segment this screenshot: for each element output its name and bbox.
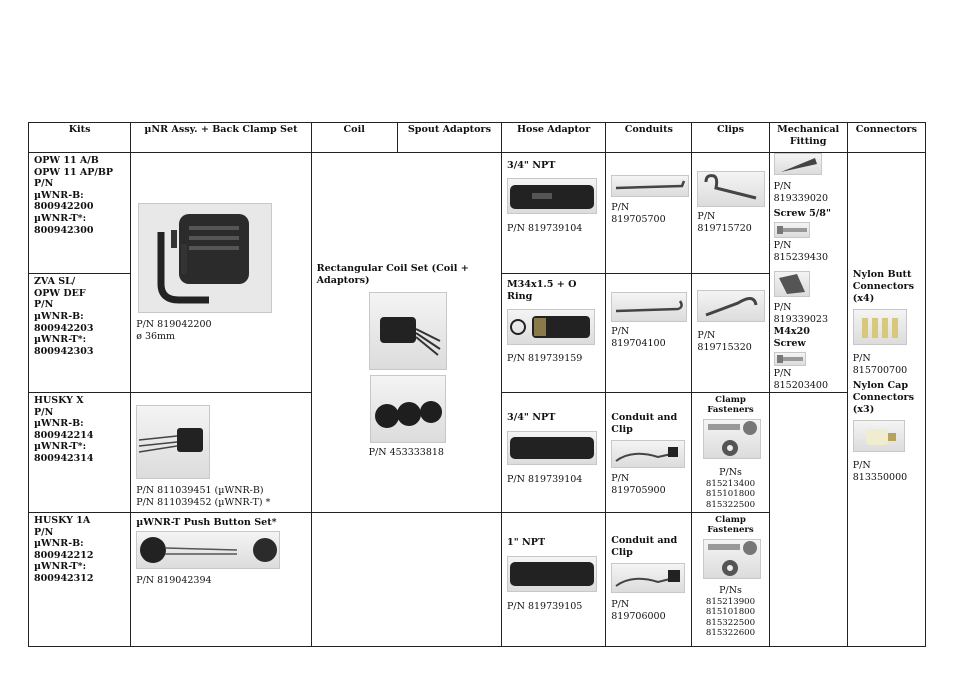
hose-adaptor-image — [507, 178, 597, 214]
conduit-clip-image — [611, 440, 685, 468]
clip-pn: P/N 819715720 — [697, 211, 752, 234]
kit-line: P/N — [34, 406, 54, 418]
hose-title: 1" NPT — [507, 537, 546, 549]
header-clips: Clips — [692, 123, 769, 153]
coil-title: Rectangular Coil Set (Coil + Adaptors) — [316, 263, 469, 286]
kit-line: OPW 11 A/B — [34, 155, 99, 166]
clip-cell — [692, 153, 769, 274]
kit-line: µWNR-T*: — [34, 561, 87, 573]
kit-line: 800942303 — [34, 345, 94, 357]
unr-assembly-image — [138, 203, 272, 313]
butt-connector-image — [853, 309, 907, 345]
conduit-cell — [606, 153, 692, 274]
screw-pn-2: P/N 815203400 — [773, 368, 828, 391]
kit-line: 800942203 — [34, 322, 94, 334]
butt-connector-title: Nylon Butt Connectors (x4) — [852, 269, 914, 304]
kit-line: µWNR-B: — [34, 311, 84, 323]
screw-title: Screw 5/8" — [773, 208, 831, 219]
conduit-title: Conduit and Clip — [611, 535, 678, 559]
kit-line: HUSKY 1A — [34, 515, 91, 527]
conduit-image — [611, 292, 687, 322]
hose-cell — [502, 153, 606, 274]
table-row — [29, 153, 926, 274]
kit-line: 800942300 — [34, 224, 94, 236]
clip-image — [697, 290, 765, 322]
coil-empty-cell — [311, 513, 501, 647]
fasteners-image — [703, 419, 761, 459]
mechanical-pn-2: P/N 819339023 — [773, 302, 828, 325]
unr-cell — [131, 393, 311, 513]
screw-image-2 — [774, 352, 806, 366]
kit-line: P/N — [34, 178, 54, 190]
kit-cell — [29, 513, 131, 647]
mechanical-pn: P/N 819339020 — [773, 181, 828, 204]
header-spout: Spout Adaptors — [397, 123, 501, 153]
kit-line: ZVA SL/ — [34, 276, 76, 288]
unr-cell — [131, 513, 311, 647]
hose-adaptor-image — [507, 431, 597, 465]
cap-connector-title: Nylon Cap Connectors (x3) — [852, 380, 914, 415]
fasteners-pns-label: P/Ns — [719, 466, 742, 478]
clip-pn: P/N 819715320 — [697, 330, 752, 354]
mechanical-fitting-image-2 — [774, 271, 810, 297]
conduit-pn: P/N 819704100 — [611, 326, 666, 350]
conduit-cell — [606, 274, 692, 393]
clip-image — [697, 171, 765, 207]
hose-title: 3/4" NPT — [507, 412, 556, 423]
push-button-image — [136, 531, 280, 569]
fastener-pn: 815213400 — [705, 478, 756, 489]
push-button-pn: P/N 819042394 — [136, 575, 212, 587]
kit-line: µWNR-T*: — [34, 212, 87, 224]
header-conduits: Conduits — [606, 123, 692, 153]
kit-line: 800942314 — [34, 452, 94, 464]
fasteners-image — [703, 539, 761, 579]
kit-line: µWNR-T*: — [34, 334, 87, 346]
hose-adaptor-image — [507, 309, 595, 345]
conduit-title: Conduit and Clip — [611, 412, 678, 435]
conduit-cell — [606, 393, 692, 513]
unr-cell — [131, 153, 311, 393]
hose-pn: P/N 819739105 — [507, 601, 583, 613]
fastener-pn: 815101800 — [705, 489, 756, 500]
screw-pn: P/N 815239430 — [773, 240, 828, 263]
kit-line: OPW DEF — [34, 287, 86, 299]
kit-cell — [29, 274, 131, 393]
unr-pn-b: P/N 811039451 (µWNR-B) — [136, 485, 264, 496]
fasteners-pns-label: P/Ns — [719, 584, 742, 596]
kit-line: OPW 11 AP/BP — [34, 166, 114, 178]
conduit-cell — [606, 513, 692, 647]
kit-line: 800942214 — [34, 429, 94, 441]
kit-line: µWNR-B: — [34, 189, 84, 201]
hose-cell — [502, 274, 606, 393]
hose-adaptor-image — [507, 556, 597, 592]
hose-pn: P/N 819739104 — [507, 223, 583, 234]
header-connectors: Connectors — [847, 123, 925, 153]
butt-connector-pn: P/N 815700700 — [852, 353, 908, 376]
spout-adaptors-image — [370, 375, 446, 443]
kit-line: HUSKY X — [34, 395, 84, 406]
header-row — [29, 123, 926, 153]
hose-title: 3/4" NPT — [507, 160, 556, 171]
cap-connector-image — [853, 420, 905, 452]
hose-cell — [502, 393, 606, 513]
header-coil: Coil — [311, 123, 397, 153]
kit-line: 800942200 — [34, 201, 94, 213]
coil-cell — [311, 153, 501, 513]
conduit-pn: P/N 819705900 — [611, 473, 666, 496]
kit-cell — [29, 393, 131, 513]
fastener-pn: 815322500 — [705, 499, 756, 510]
conduit-clip-image — [611, 563, 685, 593]
coil-pn: P/N 453333818 — [368, 447, 444, 458]
fasteners-title: Clamp Fasteners — [707, 515, 754, 536]
fastener-pn: 815101800 — [705, 607, 756, 618]
kits-table — [28, 122, 926, 647]
kit-line: P/N — [34, 526, 54, 538]
conduit-image — [611, 175, 689, 197]
connectors-cell — [847, 153, 925, 647]
screw-title-2: M4x20 Screw — [773, 326, 810, 349]
clip-cell — [692, 513, 769, 647]
clip-cell — [692, 274, 769, 393]
kit-line: P/N — [34, 299, 54, 311]
hose-cell — [502, 513, 606, 647]
coil-image — [369, 292, 447, 370]
kit-line: µWNR-B: — [34, 418, 84, 430]
mechanical-fitting-image — [774, 153, 822, 175]
header-mechanical: Mechanical Fitting — [769, 123, 847, 153]
conduit-pn: P/N 819706000 — [611, 599, 666, 623]
kit-cell — [29, 153, 131, 274]
kit-line: µWNR-T*: — [34, 441, 87, 453]
hose-pn: P/N 819739104 — [507, 474, 583, 485]
clip-cell — [692, 393, 769, 513]
hose-title: M34x1.5 + O Ring — [507, 279, 577, 303]
header-hose: Hose Adaptor — [502, 123, 606, 153]
fastener-pn: 815213900 — [705, 596, 756, 607]
kit-line: 800942312 — [34, 573, 94, 584]
screw-image — [774, 222, 810, 238]
fasteners-title: Clamp Fasteners — [707, 395, 754, 416]
fastener-pn: 815322500 — [705, 617, 756, 628]
unr-pn: P/N 819042200 — [136, 319, 212, 330]
unr-diameter: ø 36mm — [136, 331, 176, 342]
header-kits: Kits — [29, 123, 131, 153]
header-unr: µNR Assy. + Back Clamp Set — [131, 123, 311, 153]
mechanical-cell — [769, 153, 847, 393]
unr-module-image — [136, 405, 210, 479]
fastener-pn: 815322600 — [705, 628, 756, 639]
cap-connector-pn: P/N 813350000 — [852, 460, 908, 483]
unr-pn-t: P/N 811039452 (µWNR-T) * — [136, 497, 271, 508]
conduit-pn: P/N 819705700 — [611, 202, 666, 225]
push-button-title: µWNR-T Push Button Set* — [136, 517, 277, 529]
mechanical-empty-cell — [769, 393, 847, 647]
hose-pn: P/N 819739159 — [507, 353, 583, 365]
kit-line: µWNR-B: — [34, 538, 84, 550]
kit-line: 800942212 — [34, 549, 94, 561]
